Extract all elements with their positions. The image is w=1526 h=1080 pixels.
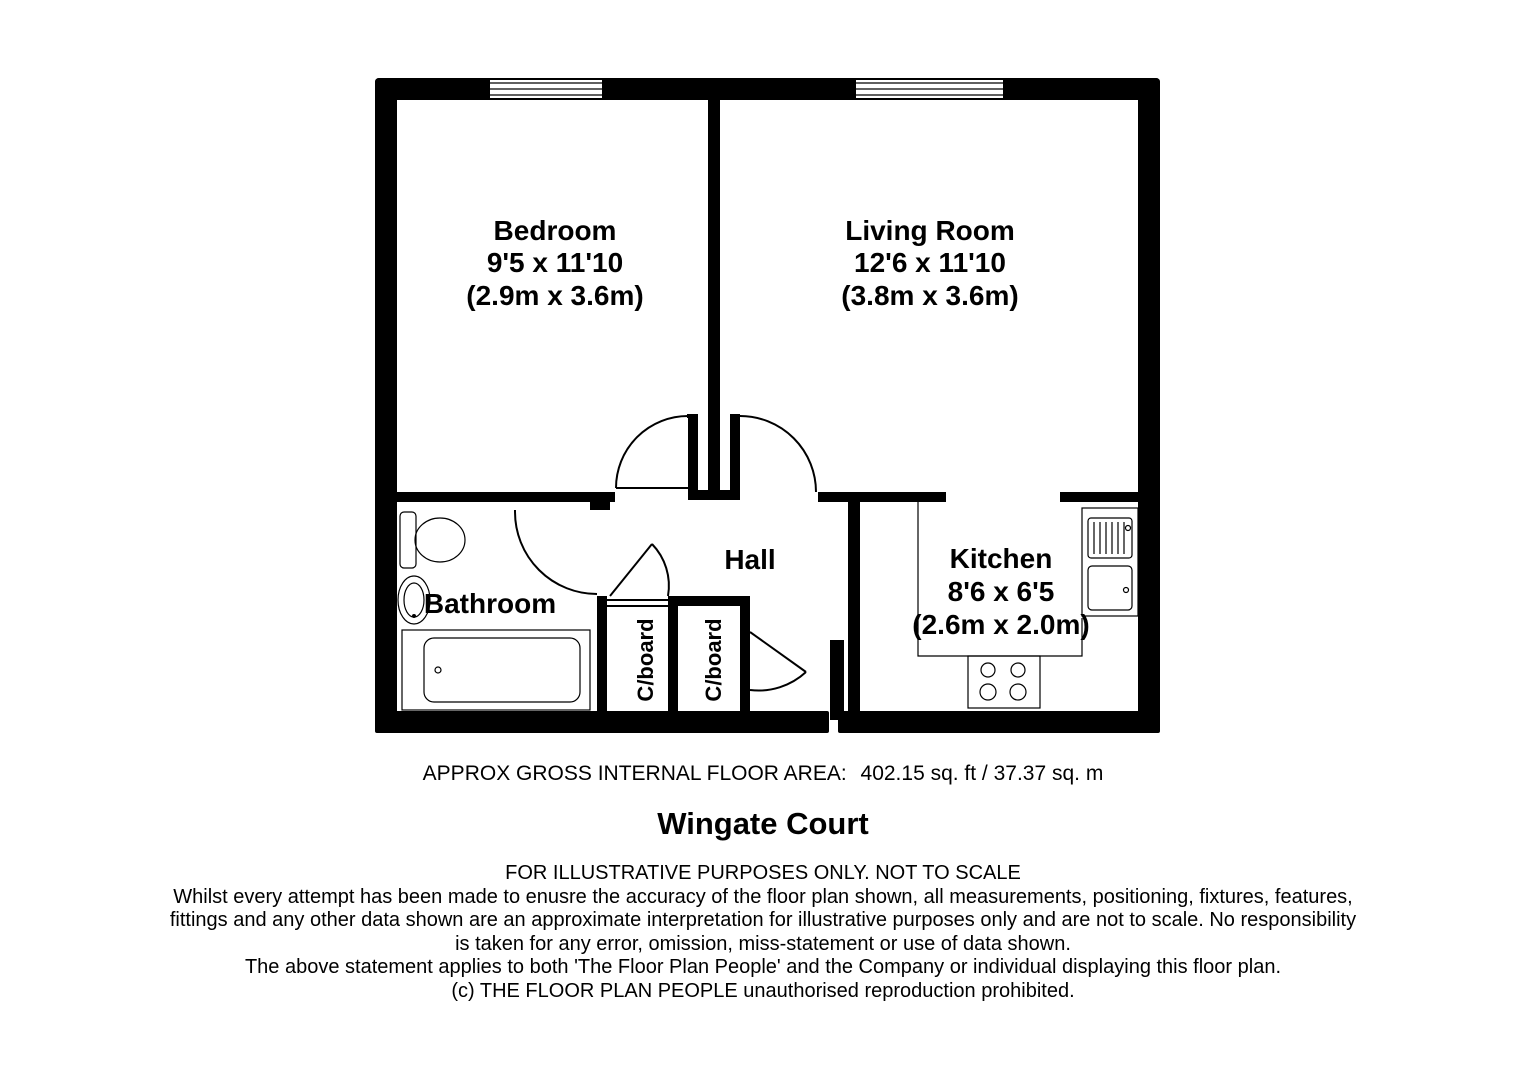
kitchen-name: Kitchen bbox=[949, 543, 1053, 574]
hall-label: Hall bbox=[724, 544, 776, 575]
living-room-name: Living Room bbox=[845, 215, 1015, 246]
disclaimer-line: The above statement applies to both 'The Floor Plan People' and the Company or individual displaying this floor plan. bbox=[244, 956, 1282, 978]
window-living-room bbox=[856, 80, 1003, 98]
window-bedroom bbox=[490, 80, 602, 98]
property-title: Wingate Court bbox=[657, 806, 869, 841]
living-room-size-imperial: 12'6 x 11'10 bbox=[854, 247, 1006, 278]
floor-area-line bbox=[0, 762, 1526, 786]
disclaimer-line: fittings and any other data shown are an approximate interpretation for illustrative purposes only and are not to scale. No responsibility bbox=[169, 909, 1357, 931]
bedroom-size-metric: (2.9m x 3.6m) bbox=[466, 280, 644, 311]
cupboard-label-1: C/board bbox=[633, 618, 658, 702]
bedroom-name: Bedroom bbox=[493, 215, 617, 246]
living-room-size-metric: (3.8m x 3.6m) bbox=[841, 280, 1019, 311]
living-room-label bbox=[841, 215, 1018, 311]
floor-area-label: APPROX GROSS INTERNAL FLOOR AREA: bbox=[422, 762, 847, 785]
disclaimer bbox=[0, 862, 1526, 1003]
toilet-fixture bbox=[400, 512, 465, 568]
bathtub-fixture bbox=[402, 630, 590, 710]
disclaimer-line: (c) THE FLOOR PLAN PEOPLE unauthorised reproduction prohibited. bbox=[451, 979, 1075, 1002]
cupboard-label-2: C/board bbox=[701, 618, 726, 702]
disclaimer-line: Whilst every attempt has been made to enusre the accuracy of the floor plan shown, all measurements, positioning, fixtures, features, bbox=[173, 885, 1353, 908]
kitchen-size-metric: (2.6m x 2.0m) bbox=[912, 609, 1090, 640]
bedroom-label bbox=[466, 215, 643, 311]
bedroom-size-imperial: 9'5 x 11'10 bbox=[486, 247, 624, 278]
disclaimer-line: is taken for any error, omission, miss-statement or use of data shown. bbox=[455, 932, 1071, 955]
kitchen-size-imperial: 8'6 x 6'5 bbox=[947, 576, 1055, 607]
hob-fixture bbox=[968, 656, 1040, 708]
disclaimer-line: FOR ILLUSTRATIVE PURPOSES ONLY. NOT TO SCALE bbox=[505, 862, 1021, 884]
floor-area-value: 402.15 sq. ft / 37.37 sq. m bbox=[860, 762, 1104, 785]
bathroom-label: Bathroom bbox=[423, 588, 557, 619]
kitchen-label bbox=[912, 543, 1089, 640]
kitchen-sink-fixture bbox=[1082, 508, 1138, 616]
